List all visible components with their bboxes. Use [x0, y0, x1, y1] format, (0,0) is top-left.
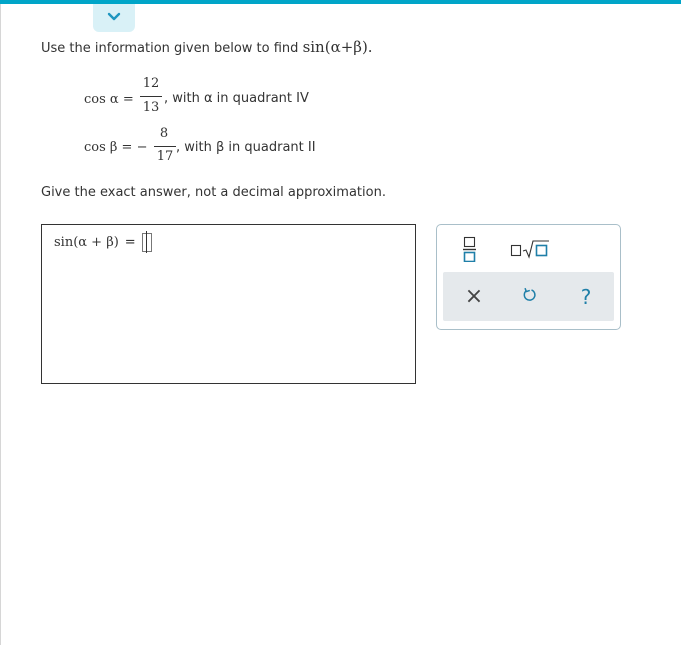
answer-expression	[54, 233, 152, 252]
answer-lhs: sin(α + β)	[54, 235, 119, 250]
square-root-button[interactable]	[507, 237, 553, 265]
math-tool-panel	[436, 224, 621, 330]
answer-equals: =	[124, 235, 136, 250]
help-icon: ?	[580, 285, 592, 309]
problem-target: sin(α+β).	[302, 38, 373, 56]
cond1-denominator: 13	[142, 100, 160, 115]
cond2-denominator: 17	[156, 149, 174, 164]
close-icon: ×	[464, 284, 484, 309]
undo-icon	[522, 287, 538, 307]
chevron-down-icon	[107, 11, 121, 26]
cond2-text: , with β in quadrant II	[176, 140, 316, 155]
problem-intro: Use the information given below to find	[41, 41, 299, 56]
cond2-fraction-line	[154, 146, 176, 147]
fraction-button[interactable]	[457, 237, 483, 265]
clear-button[interactable]	[459, 282, 489, 312]
instruction-text: Give the exact answer, not a decimal approximation.	[41, 185, 386, 200]
cond2-lhs: cos β = −	[84, 140, 148, 155]
cond1-numerator: 12	[142, 76, 160, 91]
tool-action-bar	[443, 272, 614, 321]
collapse-toggle-button[interactable]	[93, 4, 135, 32]
undo-button[interactable]	[515, 282, 545, 312]
cond1-text: , with α in quadrant IV	[164, 91, 309, 106]
cond2-numerator: 8	[159, 126, 169, 141]
cond1-fraction-line	[140, 96, 162, 97]
square-root-icon	[510, 239, 550, 263]
help-button[interactable]	[571, 282, 601, 312]
answer-cursor-slot[interactable]	[142, 233, 152, 252]
fraction-icon	[463, 236, 477, 266]
answer-input-box[interactable]	[41, 224, 416, 384]
cond1-lhs: cos α =	[84, 92, 134, 107]
left-border	[0, 4, 1, 645]
problem-statement	[41, 38, 373, 56]
